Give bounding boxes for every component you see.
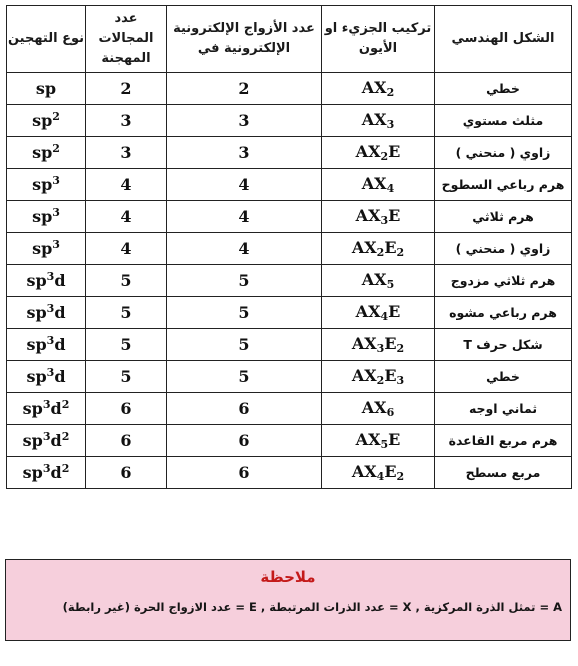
formula-e-count: 2 <box>396 342 405 355</box>
cell-hybridization <box>7 233 86 265</box>
table-row <box>7 361 572 393</box>
hybridization-d-letter: d <box>54 335 66 354</box>
hybridization-d-part <box>54 271 65 290</box>
table-row <box>7 393 572 425</box>
table-row <box>7 105 572 137</box>
table-row <box>7 73 572 105</box>
hybridization-p-exponent: 2 <box>52 110 60 123</box>
hybridization-base: sp <box>32 175 53 194</box>
header-hybridization: نوع التهجين <box>7 6 86 73</box>
cell-shape: خطي <box>435 361 572 393</box>
hybridization-base: sp <box>26 367 47 386</box>
hybridization-d-letter: d <box>54 271 66 290</box>
cell-hybridization <box>7 169 86 201</box>
cell-formula <box>322 361 435 393</box>
hybridization-p-exponent: 3 <box>42 430 51 443</box>
cell-shape: هرم ثلاثي مزدوج <box>435 265 572 297</box>
cell-formula <box>322 105 435 137</box>
note-text: A = تمثل الذرة المركزية , X = عدد الذرات المرتبطة , E = عدد الازواج الحرة (غير رابطة) <box>62 600 562 614</box>
formula-e: E <box>388 206 401 225</box>
formula-base: AX <box>361 174 387 193</box>
cell-shape: مربع مسطح <box>435 457 572 489</box>
cell-formula <box>322 73 435 105</box>
hybridization-d-exponent: 2 <box>61 398 70 411</box>
table-row <box>7 201 572 233</box>
cell-electron-pairs: 5 <box>167 297 322 329</box>
hybridization-base: sp <box>26 271 47 290</box>
cell-hybrid-orbitals: 5 <box>86 297 167 329</box>
hybridization-p-exponent: 2 <box>52 142 60 155</box>
cell-formula <box>322 201 435 233</box>
formula-e: E <box>388 430 401 449</box>
hybridization-base: sp <box>35 79 57 98</box>
cell-hybrid-orbitals: 3 <box>86 137 167 169</box>
table-row <box>7 425 572 457</box>
cell-electron-pairs: 5 <box>167 329 322 361</box>
cell-formula <box>322 297 435 329</box>
header-hybrid-orbitals: عدد المجالات المهجنة <box>86 6 167 73</box>
note-box <box>5 559 571 641</box>
cell-electron-pairs: 6 <box>167 425 322 457</box>
cell-hybridization <box>7 329 86 361</box>
formula-e: E <box>384 238 397 257</box>
formula-e-count: 3 <box>396 374 405 387</box>
cell-hybridization <box>7 137 86 169</box>
table-row <box>7 297 572 329</box>
hybridization-p-exponent: 3 <box>46 302 55 315</box>
table-row <box>7 329 572 361</box>
cell-hybrid-orbitals: 4 <box>86 169 167 201</box>
hybridization-d-letter: d <box>50 399 62 418</box>
cell-hybridization <box>7 425 86 457</box>
table-body <box>7 73 572 489</box>
formula-x-count: 3 <box>386 118 395 131</box>
cell-shape: ثماني اوجه <box>435 393 572 425</box>
hybridization-d-part <box>51 463 70 482</box>
hybridization-p-exponent: 3 <box>42 462 51 475</box>
header-shape: الشكل الهندسي <box>435 6 572 73</box>
table-header <box>7 6 572 73</box>
hybridization-d-part <box>54 335 65 354</box>
formula-e: E <box>388 142 401 161</box>
formula-e: E <box>384 366 397 385</box>
formula-x-count: 3 <box>380 214 389 227</box>
formula-x-count: 2 <box>380 150 389 163</box>
formula-e-count: 2 <box>396 470 405 483</box>
formula-base: AX <box>351 366 377 385</box>
hybridization-base: sp <box>32 143 53 162</box>
hybridization-base: sp <box>26 335 47 354</box>
cell-hybridization <box>7 265 86 297</box>
page <box>2 2 574 664</box>
hybridization-base: sp <box>22 399 43 418</box>
hybridization-d-letter: d <box>50 431 62 450</box>
table-row <box>7 169 572 201</box>
cell-hybridization <box>7 73 86 105</box>
formula-base: AX <box>351 462 377 481</box>
cell-electron-pairs: 3 <box>167 105 322 137</box>
header-formula: تركيب الجزيء او الأيون <box>322 6 435 73</box>
cell-electron-pairs: 5 <box>167 361 322 393</box>
hybridization-d-part <box>51 431 70 450</box>
hybridization-p-exponent: 3 <box>52 238 60 251</box>
cell-electron-pairs: 4 <box>167 201 322 233</box>
cell-shape: هرم رباعي السطوح <box>435 169 572 201</box>
hybridization-d-part <box>51 399 70 418</box>
formula-base: AX <box>361 110 387 129</box>
cell-electron-pairs: 4 <box>167 169 322 201</box>
cell-hybrid-orbitals: 5 <box>86 329 167 361</box>
formula-base: AX <box>355 430 381 449</box>
formula-base: AX <box>355 302 381 321</box>
hybridization-base: sp <box>32 111 53 130</box>
cell-hybridization <box>7 201 86 233</box>
cell-electron-pairs: 3 <box>167 137 322 169</box>
hybridization-p-exponent: 3 <box>46 270 55 283</box>
formula-x-count: 4 <box>380 310 389 323</box>
hybridization-p-exponent: 3 <box>52 174 60 187</box>
formula-base: AX <box>351 334 377 353</box>
cell-electron-pairs: 6 <box>167 393 322 425</box>
cell-hybridization <box>7 297 86 329</box>
cell-hybridization <box>7 105 86 137</box>
table-row <box>7 265 572 297</box>
formula-x-count: 6 <box>386 406 395 419</box>
formula-e: E <box>384 462 397 481</box>
hybridization-d-part <box>54 303 65 322</box>
formula-e: E <box>388 302 401 321</box>
hybridization-d-letter: d <box>50 463 62 482</box>
cell-formula <box>322 233 435 265</box>
cell-hybrid-orbitals: 5 <box>86 265 167 297</box>
cell-electron-pairs: 5 <box>167 265 322 297</box>
formula-base: AX <box>355 142 381 161</box>
table-row <box>7 233 572 265</box>
formula-base: AX <box>355 206 381 225</box>
cell-electron-pairs: 6 <box>167 457 322 489</box>
cell-hybrid-orbitals: 2 <box>86 73 167 105</box>
cell-formula <box>322 457 435 489</box>
cell-shape: خطي <box>435 73 572 105</box>
formula-base: AX <box>361 270 387 289</box>
hybridization-base: sp <box>32 239 53 258</box>
cell-hybrid-orbitals: 6 <box>86 457 167 489</box>
cell-formula <box>322 393 435 425</box>
cell-formula <box>322 265 435 297</box>
hybridization-d-part <box>54 367 65 386</box>
hybridization-d-letter: d <box>54 303 66 322</box>
cell-shape: هرم ثلاثي <box>435 201 572 233</box>
hybridization-d-exponent: 2 <box>61 430 70 443</box>
formula-e-count: 2 <box>396 246 405 259</box>
cell-hybridization <box>7 457 86 489</box>
hybridization-p-exponent: 3 <box>46 334 55 347</box>
hybridization-base: sp <box>22 431 43 450</box>
hybridization-base: sp <box>32 207 53 226</box>
cell-hybridization <box>7 393 86 425</box>
formula-x-count: 4 <box>386 182 395 195</box>
formula-x-count: 2 <box>386 86 395 99</box>
hybridization-d-letter: d <box>54 367 66 386</box>
cell-formula <box>322 137 435 169</box>
cell-shape: هرم رباعي مشوه <box>435 297 572 329</box>
hybridization-base: sp <box>26 303 47 322</box>
formula-base: AX <box>361 78 387 97</box>
cell-hybrid-orbitals: 6 <box>86 425 167 457</box>
cell-formula <box>322 169 435 201</box>
cell-hybridization <box>7 361 86 393</box>
cell-hybrid-orbitals: 3 <box>86 105 167 137</box>
hybridization-p-exponent: 3 <box>42 398 51 411</box>
header-row <box>7 6 572 73</box>
cell-shape: زاوي ( منحني ) <box>435 137 572 169</box>
vsepr-table <box>6 5 572 489</box>
note-title: ملاحظة <box>260 568 316 586</box>
cell-hybrid-orbitals: 4 <box>86 201 167 233</box>
formula-base: AX <box>361 398 387 417</box>
table-row <box>7 137 572 169</box>
cell-shape: شكل حرف T <box>435 329 572 361</box>
cell-formula <box>322 329 435 361</box>
formula-x-count: 2 <box>376 246 385 259</box>
cell-hybrid-orbitals: 5 <box>86 361 167 393</box>
cell-electron-pairs: 4 <box>167 233 322 265</box>
header-electron-pairs: عدد الأزواج الإلكترونية الإلكترونية في <box>167 6 322 73</box>
formula-x-count: 2 <box>376 374 385 387</box>
formula-x-count: 5 <box>380 438 389 451</box>
hybridization-d-exponent: 2 <box>61 462 70 475</box>
cell-electron-pairs: 2 <box>167 73 322 105</box>
hybridization-base: sp <box>22 463 43 482</box>
formula-x-count: 4 <box>376 470 385 483</box>
hybridization-p-exponent: 3 <box>52 206 60 219</box>
formula-base: AX <box>351 238 377 257</box>
cell-formula <box>322 425 435 457</box>
formula-x-count: 3 <box>376 342 385 355</box>
cell-hybrid-orbitals: 4 <box>86 233 167 265</box>
cell-hybrid-orbitals: 6 <box>86 393 167 425</box>
formula-e: E <box>384 334 397 353</box>
cell-shape: هرم مربع القاعدة <box>435 425 572 457</box>
formula-x-count: 5 <box>386 278 395 291</box>
table-row <box>7 457 572 489</box>
cell-shape: زاوي ( منحني ) <box>435 233 572 265</box>
cell-shape: مثلث مستوي <box>435 105 572 137</box>
hybridization-p-exponent: 3 <box>46 366 55 379</box>
